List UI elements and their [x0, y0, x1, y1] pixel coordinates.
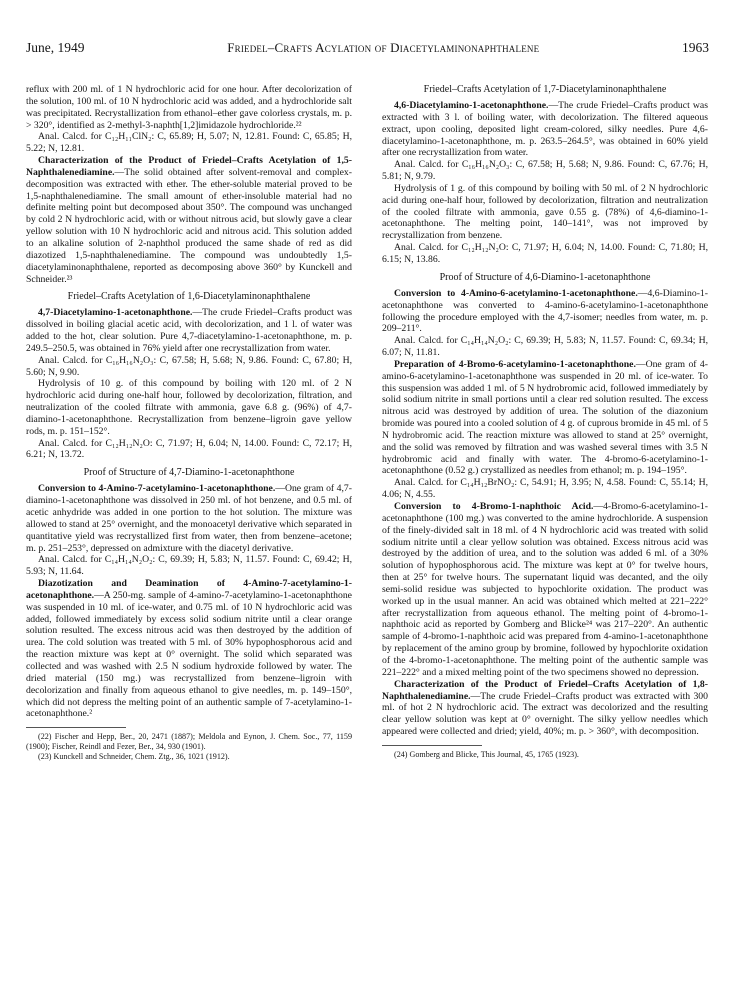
running-header	[26, 40, 709, 60]
paragraph-heading: Conversion to 4-Amino-6-acetylamino-1-acetonaphthone.	[394, 287, 638, 299]
analysis-paragraph: Anal. Calcd. for C₁₆H₁₆N₂O₃: C, 67.58; H, 5.68; N, 9.86. Found: C, 67.76; H, 5.81; N, 9.79.	[382, 159, 708, 183]
paragraph-body: —A 250-mg. sample of 4-amino-7-acetylamino-1-acetonaphthone was suspended in 10 ml. of ice-water, and 0.75 ml. of 10 N hydrochloric acid was added, followed immediately by excess solid sodium nitrite until a clear orange solution resulted. The excess nitrous acid was then destroyed by the addition of urea. The cold solution was treated with 5 ml. of 30% hypophosphorous acid and the reaction mixture was kept at 0° overnight. The solid which separated was collected and was washed with 2.5 N sodium hydroxide followed by water. The dried material (150 mg.) was recrystallized from benzene–ligroin with decolorization and finally from aqueous ethanol to give needles, m. p. 149–150°, which did not depress the melting point of an authentic sample of 7-acetylamino-1-acetonaphthone.²	[26, 589, 352, 720]
paragraph-heading: Preparation of 4-Bromo-6-acetylamino-1-acetonaphthone.	[394, 358, 636, 370]
paragraph-body: —The crude Friedel–Crafts product was extracted with 3 l. of boiling water, with decolorization. The filtered aqueous extract, upon cooling, deposited light cream-colored, silky needles. Pure 4,6-diacetylamino-1-acetonaphthone, m. p. 263.5–264.5°, was obtained in 60% yield after one recrystallization from water.	[382, 100, 708, 159]
paragraph	[382, 679, 708, 738]
paragraph-heading: Conversion to 4-Bromo-1-naphthoic Acid.	[394, 501, 594, 512]
paragraph-body: —The crude Friedel–Crafts product was extracted with 300 ml. of hot 2 N hydrochloric acid. The extract was decolorized and the resulting clear yellow solution was kept at 0° overnight. The silky yellow needles which appeared were collected and dried; yield, 40%; m. p. > 360°, with decomposition.	[382, 690, 708, 738]
right-column	[382, 84, 708, 994]
paragraph-body: —The crude Friedel–Crafts product was dissolved in boiling glacial acetic acid, with decolorization, and 1 l. of water was added to the hot, clear solution. Pure 4,7-diacetylamino-1-acetonaphthone, m. p. 249.5–250.5, was obtained in 76% yield after one recrystallization from water.	[26, 307, 352, 354]
paragraph-heading: 4,7-Diacetylamino-1-acetonaphthone.	[38, 307, 193, 319]
paragraph: reflux with 200 ml. of 1 N hydrochloric acid for one hour. After decolorization of the solution, 100 ml. of 10 N hydrochloric acid was added, and a hydrochloride salt was precipitated. Recrystallization from ethanol–ether gave colorless crystals, m. p. > 320°, identified as 2-methyl-3-naphth[1,2]imidazole hydrochloride.²²	[26, 84, 352, 131]
footnote-rule	[382, 745, 482, 746]
paragraph	[26, 155, 352, 285]
analysis-paragraph: Anal. Calcd. for C₁₆H₁₆N₂O₃: C, 67.58; H, 5.68; N, 9.86. Found: C, 67.80; H, 5.60; N, 9.90.	[26, 354, 352, 378]
paragraph: Hydrolysis of 10 g. of this compound by boiling with 120 ml. of 2 N hydrochloric acid during one-half hour, followed by decolorization, filtration, and neutralization of the cooled filtrate with ammonia, gave 6.8 g. (96%) of 4,7-diamino-1-acetonaphthone. Recrystallization from benzene–ligroin gave yellow rods, m. p. 151–152°.	[26, 378, 352, 437]
analysis-paragraph: Anal. Calcd. for C₁₂H₁₂N₂O: C, 71.97; H, 6.04; N, 14.00. Found: C, 71.80; H, 6.15; N, 13.86.	[382, 242, 708, 265]
paragraph-body: —4-Bromo-6-acetylamino-1-acetonaphthone (100 mg.) was converted to the amine hydrochloride. A suspension of the finely-divided salt in 18 ml. of 4 N hydrochloric acid was treated with solid sodium nitrite until a clear yellow solution was obtained. Excess nitrous acid was destroyed by the addition of urea, and to the solution was added 6 ml. of a 30% solution of hypophosphorous acid. The mixture was kept at 0° for twelve hours, then at 25° for twelve hours. The supernatant liquid was decanted, and the oily semi-solid residue was subjected to hypochlorite oxidation. The product was worked up in the usual manner. An acid was obtained which melted at 221–222° after recrystallization from aqueous ethanol. The melting point of 4-bromo-1-naphthoic acid as reported by Gomberg and Blicke²⁴ was 217–220°. An authentic sample of 4-bromo-1-naphthoic acid was prepared from 4-amino-1-acetonaphthone by replacement of the amino group by bromine, followed by hypochlorite oxidation of the 4-bromo-1-acetonaphthone. The melting point of the authentic sample was 221–222° and a mixed melting point of the two specimens showed no depression.	[382, 501, 708, 678]
header-title: Friedel–Crafts Acylation of Diacetylaminonaphthalene	[227, 40, 540, 55]
paragraph-heading: Diazotization and Deamination of 4-Amino-7-acetylamino-1-acetonaphthone.	[26, 578, 352, 601]
left-column	[26, 84, 352, 994]
paragraph-heading: Characterization of the Product of Friedel–Crafts Acetylation of 1,8-Naphthalenediamine.	[382, 678, 708, 702]
paragraph-heading: Characterization of the Product of Friedel–Crafts Acetylation of 1,5-Naphthalenediamine.	[26, 155, 352, 178]
analysis-paragraph: Anal. Calcd. for C₁₂H₁₁ClN₂: C, 65.89; H, 5.07; N, 12.81. Found: C, 65.85; H, 5.22; N, 12.81.	[26, 131, 352, 155]
paragraph	[382, 100, 708, 159]
paragraph	[382, 288, 708, 335]
paragraph-heading: 4,6-Diacetylamino-1-acetonaphthone.	[394, 100, 549, 111]
paragraph	[382, 359, 708, 477]
paragraph-body: —The solid obtained after solvent-removal and complex-decomposition was extracted with ether. The ether-soluble material proved to be 1,5-naphthalenediamine. The small amount of ether-insoluble material had no definite melting point but decomposed about 350°. The compound was unchanged by cold 2 N hydrochloric acid, with or without nitrous acid, but slowly gave a clear yellow solution with 10 N hydrochloric acid and nitrous acid. This solution added to an alkaline solution of 2-naphthol produced the same shade of red as did diazotized 1,5-naphthalenediamine. The compound was undoubtedly 1,5-diacetylaminonaphthalene, reported as decomposing above 360° by Kunckell and Schneider.²³	[26, 166, 352, 285]
analysis-paragraph: Anal. Calcd. for C₁₄H₁₂BrNO₂: C, 54.91; H, 3.95; N, 4.58. Found: C, 55.14; H, 4.06; N, 4.55.	[382, 477, 708, 501]
section-heading: Friedel–Crafts Acetylation of 1,6-Diacetylaminonaphthalene	[67, 291, 311, 303]
analysis-paragraph: Anal. Calcd. for C₁₂H₁₂N₂O: C, 71.97; H, 6.04; N, 14.00. Found: C, 72.17; H, 6.21; N, 13.72.	[26, 437, 352, 461]
section-heading: Friedel–Crafts Acetylation of 1,7-Diacetylaminonaphthalene	[423, 84, 667, 95]
header-date: June, 1949	[26, 40, 85, 55]
paragraph	[26, 307, 352, 354]
paragraph: Hydrolysis of 1 g. of this compound by boiling with 50 ml. of 2 N hydrochloric acid during one-half hour, followed by decolorization, filtration and neutralization of the cooled filtrate with ammonia, gave 0.55 g. (78%) of 4,6-diamino-1-acetonaphthone. The melting point, 140–141°, was not improved by recrystallization from benzene.	[382, 182, 708, 242]
page-number: 1963	[681, 40, 709, 55]
paragraph	[26, 483, 352, 554]
paragraph-heading: Conversion to 4-Amino-7-acetylamino-1-acetonaphthone.	[38, 483, 276, 495]
paragraph-body: —One gram of 4-amino-6-acetylamino-1-acetonaphthone was suspended in 20 ml. of ice-water. To this suspension was added 1 ml. of 5 N hydrobromic acid, followed immediately by solid sodium nitrite in small portions until a clear red solution resulted. The excess nitrous acid was destroyed by addition of urea. The solution of the diazonium bromide was poured into a cooled solution of 4 g. of cuprous bromide in 45 ml. of 5 N hydrobromic acid. The reaction mixture was allowed to stand at 25° overnight, and the solid was removed by filtration and was washed several times with 3.5 N hydrobromic acid and finally with water. The 4-bromo-6-acetylamino-1-acetonaphthone (0.52 g.) crystallized as needles from ethanol; m. p. 194–195°.	[382, 358, 708, 477]
footnote: (22) Fischer and Hepp, Ber., 20, 2471 (1887); Meldola and Eynon, J. Chem. Soc., 77, 1159 (1900); Fischer, Reindl and Fezer, Ber., 34, 930 (1901).	[26, 732, 352, 752]
section-heading: Proof of Structure of 4,6-Diamino-1-acetonaphthone	[439, 271, 651, 283]
footnote: (24) Gomberg and Blicke, This Journal, 45, 1765 (1923).	[394, 749, 579, 759]
section-heading: Proof of Structure of 4,7-Diamino-1-acetonaphthone	[83, 467, 295, 479]
paragraph	[382, 501, 708, 679]
footnote-rule	[26, 727, 126, 728]
paragraph-body: —4,6-Diamino-1-acetonaphthone was converted to 4-amino-6-acetylamino-1-acetonaphthone following the procedure employed with the 4,7-isomer; needles from water, m. p. 209–211°.	[382, 287, 708, 335]
paragraph	[26, 578, 352, 720]
paragraph-body: —One gram of 4,7-diamino-1-acetonaphthone was dissolved in 250 ml. of hot benzene, and 0.5 ml. of acetic anhydride was added in one portion to the hot solution. The mixture was allowed to stand at 25° overnight, and the monoacetyl derivative which separated in quantitative yield was recrystallized first from water, then from benzene–acetone; m. p. 251–253°, depressed on admixture with the diacetyl derivative.	[26, 483, 352, 554]
analysis-paragraph: Anal. Calcd. for C₁₄H₁₄N₂O₂: C, 69.39; H, 5.83; N, 11.57. Found: C, 69.42; H, 5.93; N, 11.64.	[26, 554, 352, 578]
footnote: (23) Kunckell and Schneider, Chem. Ztg., 36, 1021 (1912).	[38, 752, 230, 762]
analysis-paragraph: Anal. Calcd. for C₁₄H₁₄N₂O₂: C, 69.39; H, 5.83; N, 11.57. Found: C, 69.34; H, 6.07; N, 11.81.	[382, 335, 708, 359]
